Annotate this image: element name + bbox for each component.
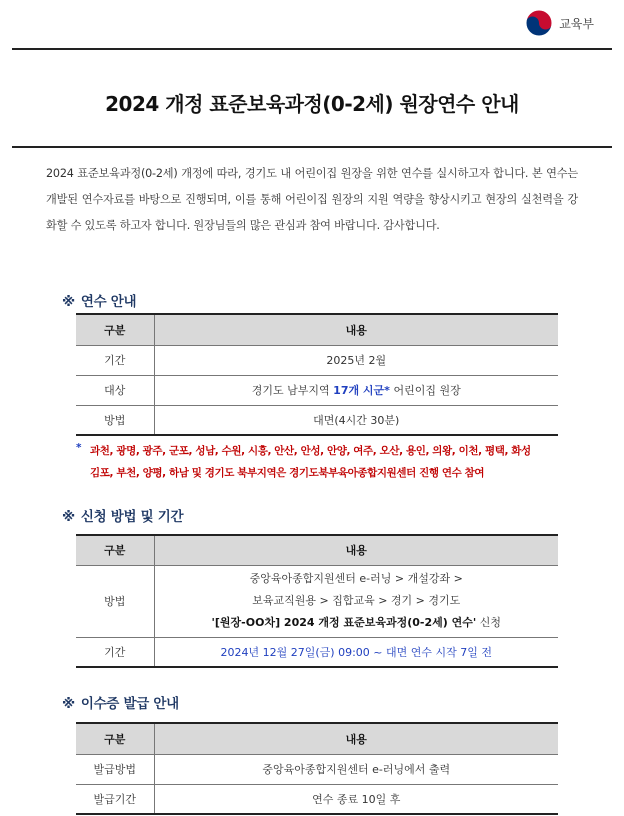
target-text-end: 어린이집 원장 bbox=[389, 384, 461, 397]
table-header-row bbox=[76, 723, 558, 754]
section-title-training bbox=[62, 290, 136, 310]
region-footnote bbox=[76, 440, 566, 484]
footnote-line-2: 김포, 부천, 양평, 하남 및 경기도 북부지역은 경기도북부육아종합지원센터 진행 연수 참여 bbox=[90, 467, 485, 479]
top-divider bbox=[12, 48, 612, 50]
ministry-name: 교육부 bbox=[559, 16, 594, 31]
header-cell-content: 내용 bbox=[154, 314, 558, 345]
row-label: 발급방법 bbox=[76, 754, 154, 784]
target-text: 경기도 남부지역 bbox=[251, 384, 334, 397]
section-marker: ※ bbox=[62, 294, 75, 310]
header-cell-category: 구분 bbox=[76, 314, 154, 345]
table-header-row bbox=[76, 314, 558, 345]
target-region-count: 17개 시군* bbox=[333, 384, 390, 397]
table-header-row bbox=[76, 535, 558, 565]
section-marker: ※ bbox=[62, 509, 75, 525]
method-line-1: 중앙육아종합지원센터 e-러닝 > 개설강좌 > bbox=[249, 572, 463, 585]
method-line-3 bbox=[155, 612, 559, 634]
ministry-logo bbox=[524, 8, 594, 38]
row-label: 발급기간 bbox=[76, 784, 154, 814]
section-title-text: 연수 안내 bbox=[80, 294, 137, 310]
method-line-2: 보육교직원용 > 집합교육 > 경기 > 경기도 bbox=[252, 594, 461, 607]
table-row bbox=[76, 375, 558, 405]
header-cell-category: 구분 bbox=[76, 723, 154, 754]
application-period: 2024년 12월 27일(금) 09:00 ~ 대면 연수 시작 7일 전 bbox=[154, 637, 558, 667]
application-table bbox=[76, 534, 558, 668]
section-title-application bbox=[62, 505, 183, 525]
table-row bbox=[76, 784, 558, 814]
title-divider bbox=[12, 146, 612, 148]
section-title-certificate bbox=[62, 692, 179, 712]
section-title-text: 신청 방법 및 기간 bbox=[80, 509, 184, 525]
row-label: 방법 bbox=[76, 405, 154, 435]
row-label: 기간 bbox=[76, 637, 154, 667]
page-title: 2024 개정 표준보육과정(0-2세) 원장연수 안내 bbox=[105, 92, 519, 116]
footnote-line-1: 과천, 광명, 광주, 군포, 성남, 수원, 시흥, 안산, 안성, 안양, 여주, 오산, 용인, 의왕, 이천, 평택, 화성 bbox=[90, 445, 531, 457]
section-title-text: 이수증 발급 안내 bbox=[80, 696, 179, 712]
table-row bbox=[76, 565, 558, 637]
row-label: 대상 bbox=[76, 375, 154, 405]
footnote-star: * bbox=[76, 442, 82, 454]
method-line-3-end: 신청 bbox=[476, 616, 501, 629]
row-value bbox=[154, 565, 558, 637]
table-row bbox=[76, 345, 558, 375]
training-table bbox=[76, 313, 558, 436]
intro-paragraph: 2024 표준보육과정(0-2세) 개정에 따라, 경기도 내 어린이집 원장을 위한 연수를 실시하고자 합니다. 본 연수는 개발된 연수자료를 바탕으로 진행되며, 이를 통해 어린이집 원장의 지원 역량을 향상시키고 현장의 실천력을 강화할 수 있도록 하고자 합니다. 원장님들의 많은 관심과 참여 바랍니다. 감사합니다. bbox=[46, 167, 578, 232]
course-name: '[원장-OO차] 2024 개정 표준보육과정(0-2세) 연수' bbox=[211, 616, 477, 629]
row-value bbox=[154, 375, 558, 405]
header-cell-content: 내용 bbox=[154, 723, 558, 754]
row-value: 연수 종료 10일 후 bbox=[154, 784, 558, 814]
certificate-table bbox=[76, 722, 558, 815]
row-value: 대면(4시간 30분) bbox=[154, 405, 558, 435]
header-cell-content: 내용 bbox=[154, 535, 558, 565]
table-row bbox=[76, 637, 558, 667]
row-value: 중앙육아종합지원센터 e-러닝에서 출력 bbox=[154, 754, 558, 784]
header-cell-category: 구분 bbox=[76, 535, 154, 565]
row-label: 방법 bbox=[76, 565, 154, 637]
row-label: 기간 bbox=[76, 345, 154, 375]
taegeuk-emblem-icon bbox=[524, 8, 554, 38]
table-row bbox=[76, 405, 558, 435]
row-value: 2025년 2월 bbox=[154, 345, 558, 375]
table-row bbox=[76, 754, 558, 784]
section-marker: ※ bbox=[62, 696, 75, 712]
